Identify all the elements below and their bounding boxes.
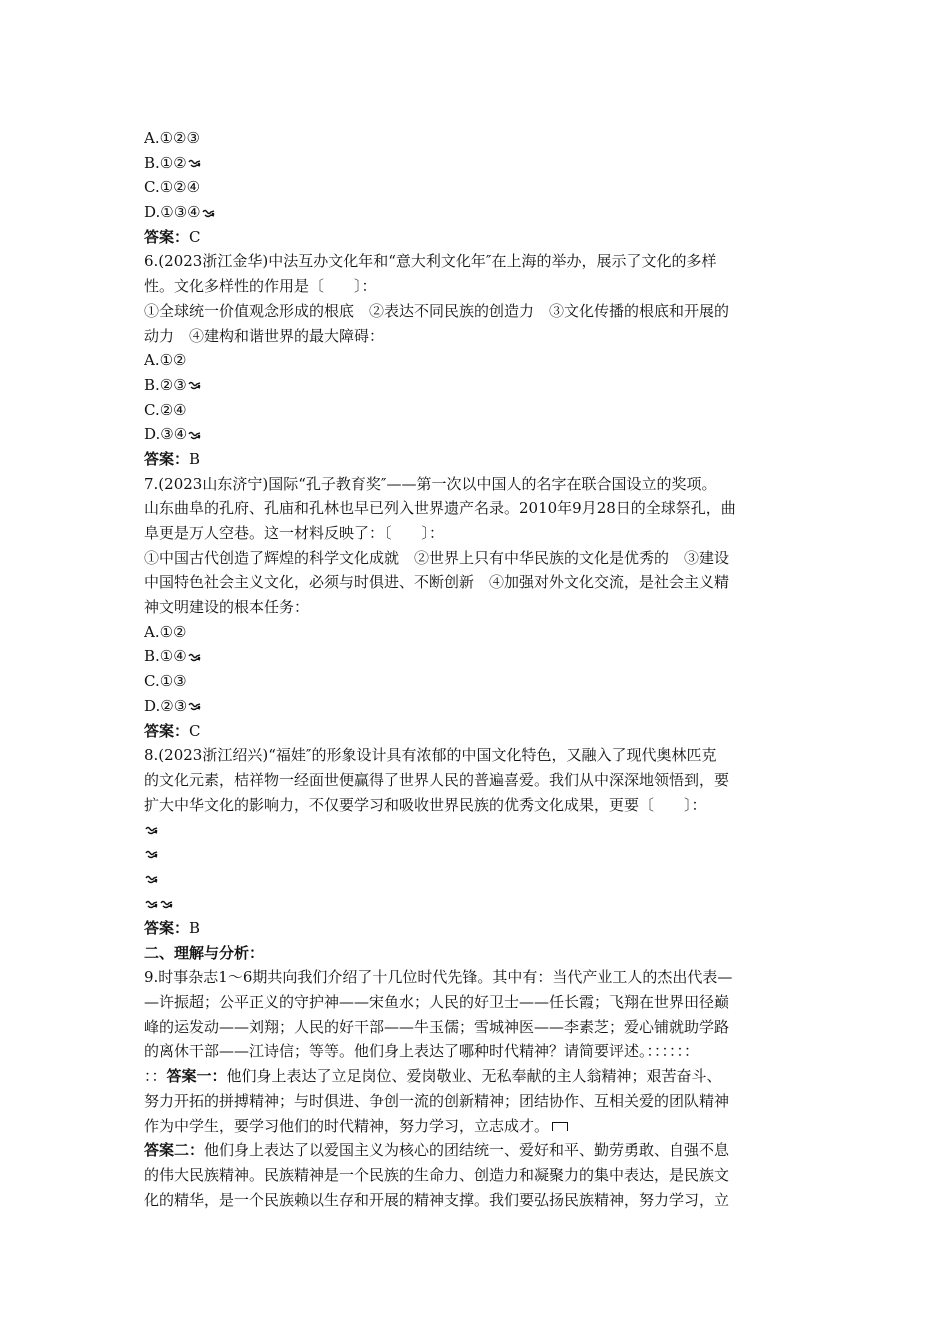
q5-option-b — [144, 151, 808, 176]
q9-answer1-text-1: 他们身上表达了立足岗位、爱岗敬业、无私奉献的主人翁精神；艰苦奋斗、 — [226, 1067, 722, 1086]
q9-stem-line — [144, 990, 808, 1015]
answer-label: 答案一： — [166, 1067, 227, 1086]
glyph-mark-icon — [188, 431, 202, 440]
glyph-mark-icon — [145, 900, 159, 909]
answer-value: B — [189, 449, 201, 468]
q8-stem-line — [144, 793, 808, 818]
q7-stem-line — [144, 595, 808, 620]
q7-option-a-text: A.①② — [144, 622, 187, 641]
q7-stem-line — [144, 521, 808, 546]
q9-answer2-text-2: 的伟大民族精神。民族精神是一个民族的生命力、创造力和凝聚力的集中表达，是民族文 — [144, 1165, 730, 1184]
q5-answer — [144, 225, 808, 250]
bracket-mark-icon — [552, 1122, 568, 1131]
q8-option-a — [144, 817, 808, 842]
q6-option-d-text: D.③④ — [144, 425, 188, 444]
glyph-mark-icon — [145, 826, 159, 835]
q8-stem-text-2: 的文化元素，桔祥物一经面世便赢得了世界人民的普遍喜爱。我们从中深深地领悟到，要 — [144, 770, 730, 789]
section-heading: 二、理解与分析： — [144, 943, 265, 962]
q8-stem-text-1: 8.(2023浙江绍兴)“福娃″的形象设计具有浓郁的中国文化特色，又融入了现代奥林匹克 — [144, 746, 717, 765]
q6-stem-line — [144, 249, 808, 274]
q5-option-b-text: B.①② — [144, 153, 187, 172]
q7-option-b-text: B.①④ — [144, 647, 187, 666]
q6-stem-text-1: 6.(2023浙江金华)中法互办文化年和“意大利文化年″在上海的举办，展示了文化的多样 — [144, 252, 717, 271]
q7-stem-text-3: 阜更是万人空巷。这一材料反映了：〔 〕： — [144, 524, 445, 542]
q6-option-b-text: B.②③ — [144, 375, 187, 394]
glyph-mark-icon — [145, 850, 159, 859]
q6-stem-text-3: ①全球统一价值观念形成的根底 ②表达不同民族的创造力 ③文化传播的根底和开展的 — [144, 301, 730, 320]
q5-option-a — [144, 126, 808, 151]
answer-label: 答案： — [144, 919, 190, 937]
q9-stem-text-3: 峰的运发动——刘翔；人民的好干部——牛玉儒；雪城神医——李素芝；爱心铺就助学路 — [144, 1017, 730, 1036]
q8-option-d — [144, 891, 808, 916]
answer-label: 答案二： — [144, 1141, 205, 1160]
q6-option-d — [144, 422, 808, 447]
glyph-mark-icon — [160, 900, 174, 909]
q7-stem-line — [144, 496, 808, 521]
q7-option-a — [144, 620, 808, 645]
q5-option-c — [144, 175, 808, 200]
q7-stem-text-6: 神文明建设的根本任务： — [144, 598, 310, 617]
q8-option-c — [144, 867, 808, 892]
glyph-mark-icon — [188, 159, 202, 168]
q9-stem-text-4: 的离休干部——江诗信；等等。他们身上表达了哪种时代精神？请简要评述。：：：：：： — [144, 1042, 700, 1061]
q7-option-d — [144, 694, 808, 719]
q7-option-d-text: D.②③ — [144, 696, 188, 715]
glyph-mark-icon — [202, 209, 216, 218]
q6-option-a — [144, 348, 808, 373]
glyph-mark-icon — [145, 875, 159, 884]
q9-stem-line — [144, 1015, 808, 1040]
q9-answer2-line — [144, 1163, 808, 1188]
q9-answer1-line — [144, 1089, 808, 1114]
q9-stem-line — [144, 965, 808, 990]
answer-label: 答案： — [144, 227, 190, 246]
q7-stem-line — [144, 570, 808, 595]
q6-option-c — [144, 398, 808, 423]
q9-stem-line — [144, 1039, 808, 1064]
q6-stem-text-4: 动力 ④建构和谐世界的最大障碍： — [144, 326, 385, 345]
document-body — [144, 126, 808, 1212]
q6-stem-line — [144, 324, 808, 349]
q7-answer — [144, 719, 808, 744]
q8-option-b — [144, 842, 808, 867]
q9-stem-text-2: —许振超；公平正义的守护神——宋鱼水；人民的好卫士——任长霞；飞翔在世界田径巅 — [144, 993, 730, 1012]
q6-option-c-text: C.②④ — [144, 400, 187, 419]
q6-option-a-text: A.①② — [144, 351, 187, 370]
q7-option-c — [144, 669, 808, 694]
q7-stem-text-1: 7.(2023山东济宁)国际“孔子教育奖″——第一次以中国人的名字在联合国设立的奖项。 — [144, 474, 717, 493]
q8-stem-line — [144, 768, 808, 793]
q7-stem-text-4: ①中国古代创造了辉煌的科学文化成就 ②世界上只有中华民族的文化是优秀的 ③建设 — [144, 548, 730, 567]
q8-stem-line — [144, 743, 808, 768]
q6-option-b — [144, 373, 808, 398]
answer-label: 答案： — [144, 721, 190, 740]
q9-answer2-text-1: 他们身上表达了以爱国主义为核心的团结统一、爱好和平、勤劳勇敢、自强不息 — [204, 1141, 730, 1160]
q9-answer2-text-3: 化的精华，是一个民族赖以生存和开展的精神支撑。我们要弘扬民族精神，努力学习，立 — [144, 1190, 730, 1209]
q9-answer1-text-3: 作为中学生，要学习他们的时代精神，努力学习，立志成才。 — [144, 1116, 550, 1135]
q8-stem-text-3: 扩大中华文化的影响力，不仅要学习和吸收世界民族的优秀文化成果，更要〔 〕： — [144, 795, 707, 814]
q6-stem-line — [144, 299, 808, 324]
q6-answer — [144, 447, 808, 472]
q7-stem-text-2: 山东曲阜的孔府、孔庙和孔林也早已列入世界遗产名录。2010年9月28日的全球祭孔，曲 — [144, 499, 736, 518]
answer-label: 答案： — [144, 449, 190, 468]
q5-option-c-text: C.①②④ — [144, 178, 201, 197]
glyph-mark-icon — [188, 702, 202, 711]
q9-answer1-line — [144, 1064, 808, 1089]
q7-option-c-text: C.①③ — [144, 672, 187, 691]
q5-option-d — [144, 200, 808, 225]
q7-stem-text-5: 中国特色社会主义文化，必须与时俱进、不断创新 ④加强对外文化交流，是社会主义精 — [144, 573, 730, 592]
q5-option-d-text: D.①③④ — [144, 203, 201, 222]
glyph-mark-icon — [188, 381, 202, 390]
q9-answer1-line — [144, 1114, 808, 1139]
q6-stem-text-2: 性。文化多样性的作用是〔 〕： — [144, 277, 377, 296]
answer-value: C — [189, 227, 201, 246]
q9-answer2-line — [144, 1138, 808, 1163]
q9-answer1-text-2: 努力开拓的拼搏精神；与时俱进、争创一流的创新精神；团结协作、互相关爱的团队精神 — [144, 1091, 730, 1110]
q9-stem-text-1: 9.时事杂志1～6期共向我们介绍了十几位时代先锋。其中有：当代产业工人的杰出代表— — [144, 968, 733, 987]
q5-option-a-text: A.①②③ — [144, 129, 200, 147]
answer-value: B — [189, 919, 201, 937]
q9-answer2-line — [144, 1188, 808, 1213]
q7-stem-line — [144, 472, 808, 497]
glyph-mark-icon — [188, 653, 202, 662]
q7-stem-line — [144, 546, 808, 571]
q9-stem-prefix: ：： — [144, 1067, 167, 1086]
q6-stem-line — [144, 274, 808, 299]
answer-value: C — [189, 721, 201, 740]
q7-option-b — [144, 644, 808, 669]
q8-answer — [144, 916, 808, 941]
